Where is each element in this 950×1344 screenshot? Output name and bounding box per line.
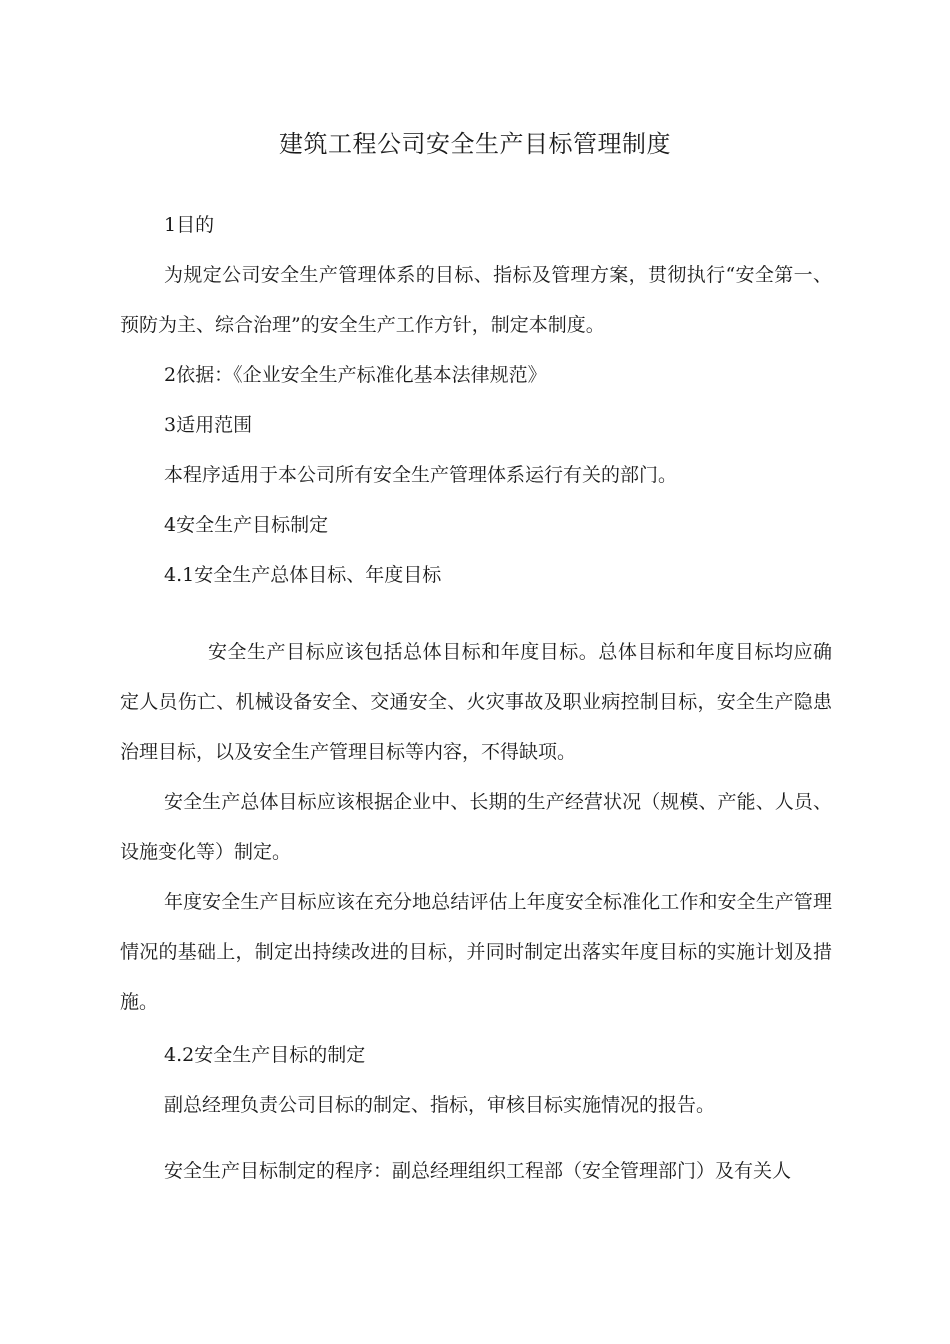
heading-scope: 3适用范围 [164, 414, 253, 436]
heading-purpose: 1目的 [164, 214, 215, 236]
heading-basis: 2依据：《企业安全生产标准化基本法律规范》 [164, 364, 547, 386]
paragraph-overall-and-annual: 安全生产目标应该包括总体目标和年度目标。总体目标和年度目标均应确定人员伤亡、机械设备安全、交通安全、火灾事故及职业病控制目标，安全生产隐患治理目标，以及安全生产管理目标等内容，不得缺项。 [120, 641, 832, 763]
paragraph-overall-target: 安全生产总体目标应该根据企业中、长期的生产经营状况（规模、产能、人员、设施变化等）制定。 [120, 791, 832, 863]
section-procedure [120, 1146, 832, 1196]
paragraph-scope: 本程序适用于本公司所有安全生产管理体系运行有关的部门。 [164, 464, 678, 486]
paragraph-purpose: 为规定公司安全生产管理体系的目标、指标及管理方案，贯彻执行“安全第一、预防为主、综合治理”的安全生产工作方针，制定本制度。 [120, 264, 832, 336]
paragraph-annual-target: 年度安全生产目标应该在充分地总结评估上年度安全标准化工作和安全生产管理情况的基础上，制定出持续改进的目标，并同时制定出落实年度目标的实施计划及措施。 [120, 891, 832, 1013]
heading-target-setting: 4安全生产目标制定 [164, 514, 329, 536]
section-1 [120, 200, 832, 600]
heading-4-1: 4.1安全生产总体目标、年度目标 [164, 564, 442, 586]
section-4-1-body [120, 627, 832, 1027]
section-4-2 [120, 1030, 832, 1130]
heading-4-2: 4.2安全生产目标的制定 [164, 1044, 366, 1066]
document-title: 建筑工程公司安全生产目标管理制度 [279, 130, 671, 158]
paragraph-vice-gm: 副总经理负责公司目标的制定、指标，审核目标实施情况的报告。 [164, 1094, 716, 1116]
paragraph-procedure: 安全生产目标制定的程序：副总经理组织工程部（安全管理部门）及有关人 [164, 1160, 792, 1182]
